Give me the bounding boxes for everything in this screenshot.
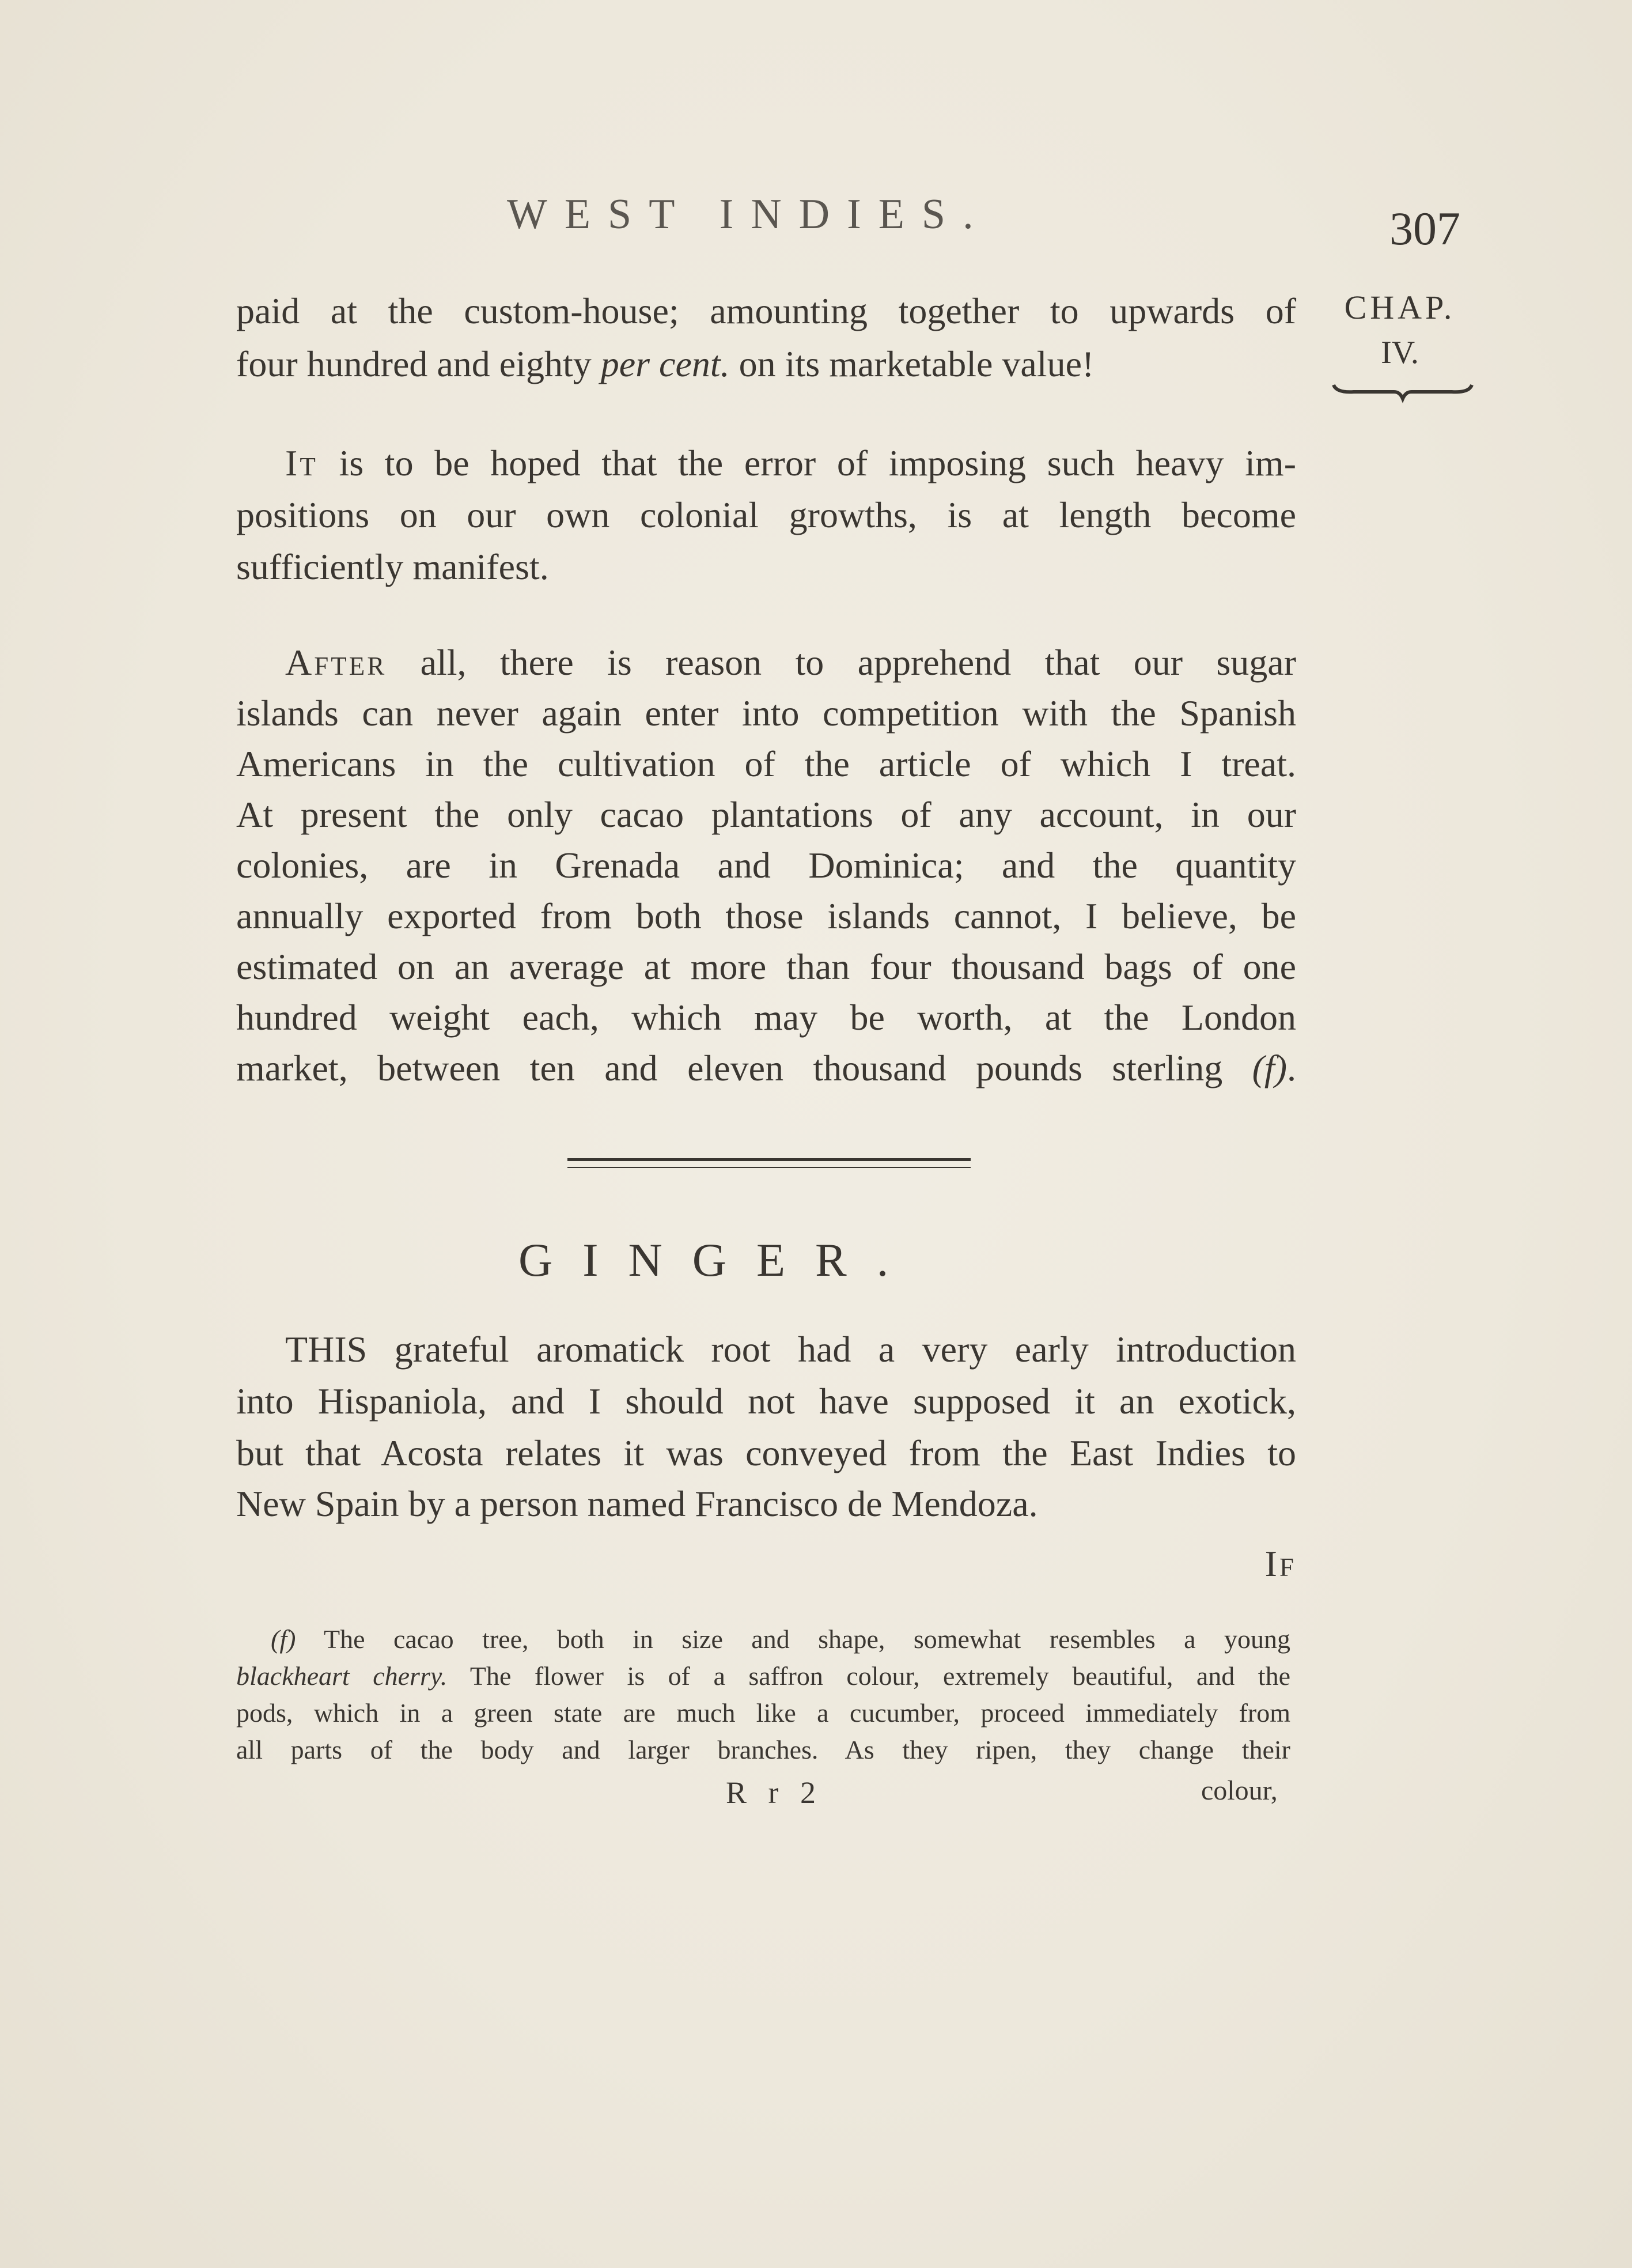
section-heading: GINGER.: [518, 1234, 919, 1286]
text-line: [236, 1050, 1296, 1087]
text-line: islands can never again enter into competition with the Spanish: [236, 693, 1296, 734]
text-line: into Hispaniola, and I should not have supposed it an exotick,: [236, 1381, 1296, 1422]
small-caps-text: After: [285, 642, 387, 683]
text-run: market, between ten and eleven thousand pounds sterling: [236, 1048, 1252, 1088]
text-line: sufficiently manifest.: [236, 546, 549, 587]
text-line: paid at the custom-house; amounting together to upwards of: [236, 290, 1296, 331]
footnote-line: [271, 1626, 1290, 1653]
footnote-line: [236, 1663, 1290, 1689]
chapter-brace-ornament: [1331, 380, 1475, 403]
text-line: At present the only cacao plantations of any account, in our: [236, 794, 1296, 835]
catchword: colour,: [1201, 1775, 1278, 1806]
footnote-reference: (f): [1252, 1048, 1287, 1088]
footnote-line: all parts of the body and larger branches. As they ripen, they change their: [236, 1735, 1290, 1764]
text-line: Americans in the cultivation of the article of which I treat.: [236, 743, 1296, 784]
section-divider-rule: [567, 1158, 971, 1168]
text-line: hundred weight each, which may be worth, at the London: [236, 997, 1296, 1038]
text-line: positions on our own colonial growths, is at length become: [236, 494, 1296, 535]
text-run: The flower is of a saffron colour, extremely beautiful, and the: [447, 1661, 1290, 1691]
text-run: all, there is reason to apprehend that our sugar: [387, 642, 1296, 683]
chapter-number: IV.: [1381, 335, 1419, 371]
text-run: The cacao tree, both in size and shape, somewhat resembles a young: [296, 1624, 1290, 1654]
italic-text: blackheart cherry.: [236, 1661, 448, 1691]
small-caps-text: It: [285, 443, 318, 483]
footnote-line: pods, which in a green state are much like a cucumber, proceed immediately from: [236, 1698, 1290, 1728]
italic-text: per cent.: [600, 343, 730, 384]
catchword-line: If: [1264, 1543, 1296, 1584]
text-line: estimated on an average at more than four thousand bags of one: [236, 946, 1296, 987]
chapter-label: CHAP.: [1344, 289, 1456, 326]
text-line: New Spain by a person named Francisco de Mendoza.: [236, 1483, 1038, 1524]
text-run: .: [1287, 1048, 1296, 1088]
running-title: WEST INDIES.: [507, 191, 991, 238]
text-line: [285, 445, 1296, 482]
text-line: colonies, are in Grenada and Dominica; and the quantity: [236, 845, 1296, 886]
text-line: THIS grateful aromatick root had a very early introduction: [285, 1329, 1296, 1370]
text-line: annually exported from both those islands cannot, I believe, be: [236, 895, 1296, 936]
text-run: four hundred and eighty: [236, 343, 601, 384]
text-run: on its marketable value!: [729, 343, 1095, 384]
text-run: is to be hoped that the error of imposing such heavy im-: [317, 443, 1296, 483]
signature-mark: R r 2: [726, 1775, 823, 1810]
text-line: [236, 343, 1296, 384]
text-line: [285, 644, 1296, 681]
text-line: but that Acosta relates it was conveyed from the East Indies to: [236, 1432, 1296, 1473]
page-number: 307: [1389, 202, 1460, 255]
footnote-marker: (f): [271, 1624, 296, 1654]
